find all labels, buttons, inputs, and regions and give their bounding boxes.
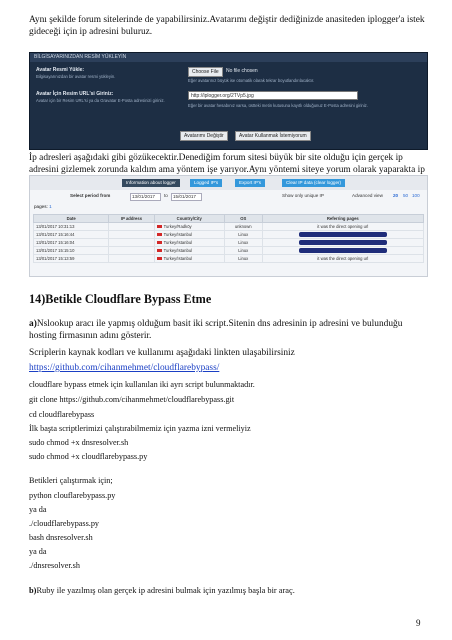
upload-sub: Bilgisayarınızdan bir avatar resmi yükleyin. xyxy=(36,74,116,79)
redacted-ip-mask xyxy=(299,240,387,245)
table-row xyxy=(34,223,424,231)
row-ip xyxy=(109,247,154,255)
row-date: 13/01/2017 10:31:13 xyxy=(34,223,109,231)
logger-toolbar xyxy=(30,176,427,190)
github-link[interactable]: https://github.com/cihanmehmet/cloudflarebypass/ xyxy=(29,363,220,373)
row-ref: it was the direct opening url xyxy=(262,223,423,231)
pages-label: pages: xyxy=(34,204,48,209)
period-label: Select period from xyxy=(70,193,111,198)
col-date[interactable]: Date xyxy=(34,215,109,223)
github-link-line xyxy=(29,362,429,374)
row-city: Turkey/Istanbul xyxy=(154,239,224,247)
row-os: Linux xyxy=(224,239,262,247)
row-os: unknown xyxy=(224,223,262,231)
col-ref[interactable]: Referring pages xyxy=(262,215,423,223)
row-city: Turkey/Istanbul xyxy=(154,247,224,255)
turkey-flag-icon xyxy=(157,241,162,244)
turkey-flag-icon xyxy=(157,249,162,252)
redacted-ip-mask xyxy=(299,232,387,237)
table-row xyxy=(34,255,424,263)
run-line: ./dnsresolver.sh xyxy=(29,561,80,570)
command-line: cloudflare bypass etmek için kullanılan iki ayrı script bulunmaktadır. xyxy=(29,380,255,389)
turkey-flag-icon xyxy=(157,225,162,228)
choose-file-button[interactable]: Choose File xyxy=(188,67,223,77)
upload-label: Avatar Resmi Yükle: xyxy=(36,67,85,73)
row-ip xyxy=(109,231,154,239)
turkey-flag-icon xyxy=(157,233,162,236)
intro-paragraph: Aynı şekilde forum sitelerinde de yapabilirsiniz.Avatarımı değiştir dediğinizde anasiteden iplogger'a istek gideceği için ip adresini buluruz. xyxy=(29,15,425,38)
col-country[interactable]: Country/City xyxy=(154,215,224,223)
remove-avatar-button[interactable]: Avatar Kullanmak İstemiyorum xyxy=(235,131,311,141)
row-ref: it was the direct opening url xyxy=(262,255,423,263)
url-label: Avatar İçin Resim URL'si Giriniz: xyxy=(36,91,114,97)
row-os: Linux xyxy=(224,255,262,263)
table-row xyxy=(34,247,424,255)
scripts-text: Scriplerin kaynak kodları ve kullanımı aşağıdaki linkten ulaşabilirsiniz xyxy=(29,348,295,358)
forum-avatar-screenshot xyxy=(29,52,428,150)
turkey-flag-icon xyxy=(157,257,162,260)
url-hint: Eğer bir avatar hesabınız varsa, üstteki metin kutusuna kayıtlı olduğunuz E-Posta adresini giriniz. xyxy=(188,103,368,108)
info-button[interactable]: Information about logger xyxy=(122,179,180,187)
row-ref xyxy=(262,239,423,247)
per-page-20[interactable]: 20 xyxy=(393,193,399,198)
date-from-input[interactable]: 13/01/2017 xyxy=(130,193,161,201)
upload-hint: Eğer avatarınız büyük ise otomatik olarak tekrar boyutlandırılacaktır. xyxy=(188,78,315,83)
row-date: 13/01/2017 15:13:59 xyxy=(34,255,109,263)
table-row xyxy=(34,231,424,239)
table-row xyxy=(34,239,424,247)
row-os: Linux xyxy=(224,231,262,239)
row-ref xyxy=(262,247,423,255)
run-line: ya da xyxy=(29,505,47,514)
redacted-ip-mask xyxy=(299,248,387,253)
clear-ip-button[interactable]: Clear IP data (clear logger) xyxy=(282,179,345,187)
col-ip[interactable]: IP address xyxy=(109,215,154,223)
row-city: Turkey/Istanbul xyxy=(154,231,224,239)
row-ref xyxy=(262,231,423,239)
filter-row xyxy=(30,191,427,201)
url-sub: Avatar için bir Resim URL'si ya da Gravatar E-Posta adresinizi giriniz. xyxy=(36,98,165,103)
page-number: 9 xyxy=(416,618,421,628)
command-line: İlk başta scriptlerimizi çalıştırabilmemiz için yazma izni vermeliyiz xyxy=(29,424,251,433)
middle-paragraph: İp adresleri aşağıdaki gibi gözükecektir.Denediğim forum sitesi büyük bir site olduğu için gerçek ip adresini gizlemek zorunda kaldım ama yöntem işe yarıyor.Aynı yöntemi siteye yorum olarak yaparakta ip xyxy=(29,153,425,176)
date-to-input[interactable]: 15/01/2017 xyxy=(171,193,202,201)
command-line: git clone https://github.com/cihanmehmet/cloudflarebypass.git xyxy=(29,395,235,404)
forum-panel-header: BİLGİSAYARINIZDAN RESİM YÜKLEYİN xyxy=(30,53,427,62)
no-file-text: No file chosen xyxy=(226,68,258,74)
run-line: bash dnsresolver.sh xyxy=(29,533,93,542)
page-1-link[interactable]: 1 xyxy=(49,204,52,209)
advanced-view-toggle[interactable]: Advanced view xyxy=(352,193,383,198)
command-line: cd cloudflarebypass xyxy=(29,410,95,419)
row-date: 13/01/2017 15:16:04 xyxy=(34,239,109,247)
ip-log-table xyxy=(33,214,424,263)
unique-ip-checkbox[interactable]: Show only unique IP xyxy=(282,193,324,198)
run-line: ya da xyxy=(29,547,47,556)
col-os[interactable]: OS xyxy=(224,215,262,223)
row-date: 13/01/2017 15:16:44 xyxy=(34,231,109,239)
section-title: 14)Betikle Cloudflare Bypass Etme xyxy=(29,292,212,306)
row-ip xyxy=(109,255,154,263)
avatar-url-input[interactable]: http://iplogger.org/2TVp5.jpg xyxy=(188,91,358,100)
para-b: b)Ruby ile yazılmış olan gerçek ip adresini bulmak için yazılmış başla bir araç. xyxy=(29,586,295,595)
to-label: to xyxy=(164,193,168,198)
row-ip xyxy=(109,223,154,231)
per-page-50[interactable]: 50 xyxy=(403,193,409,198)
row-os: Linux xyxy=(224,247,262,255)
para-a: a)Nslookup aracı ile yapmış olduğum basit iki script.Sitenin dns adresinin ip adresini ve bulunduğu hosting firmasının adını gösterir. xyxy=(29,319,403,342)
logged-ips-button[interactable]: Logged IP's xyxy=(190,179,222,187)
row-city: Turkey/Istanbul xyxy=(154,255,224,263)
command-line: sudo chmod +x cloudflarebypass.py xyxy=(29,452,148,461)
pagination xyxy=(34,204,52,209)
run-line: ./cloudflarebypass.py xyxy=(29,519,100,528)
row-date: 13/01/2017 15:15:10 xyxy=(34,247,109,255)
run-line: Betikleri çalıştırmak için; xyxy=(29,476,113,485)
change-avatar-button[interactable]: Avatarımı Değiştir xyxy=(180,131,228,141)
command-line: sudo chmod +x dnsresolver.sh xyxy=(29,438,129,447)
export-ips-button[interactable]: Export IP's xyxy=(235,179,265,187)
row-city: Turkey/Radköy xyxy=(154,223,224,231)
run-line: python clouflarebypass.py xyxy=(29,491,116,500)
iplogger-screenshot xyxy=(29,175,428,277)
row-ip xyxy=(109,239,154,247)
per-page-100[interactable]: 100 xyxy=(412,193,420,198)
